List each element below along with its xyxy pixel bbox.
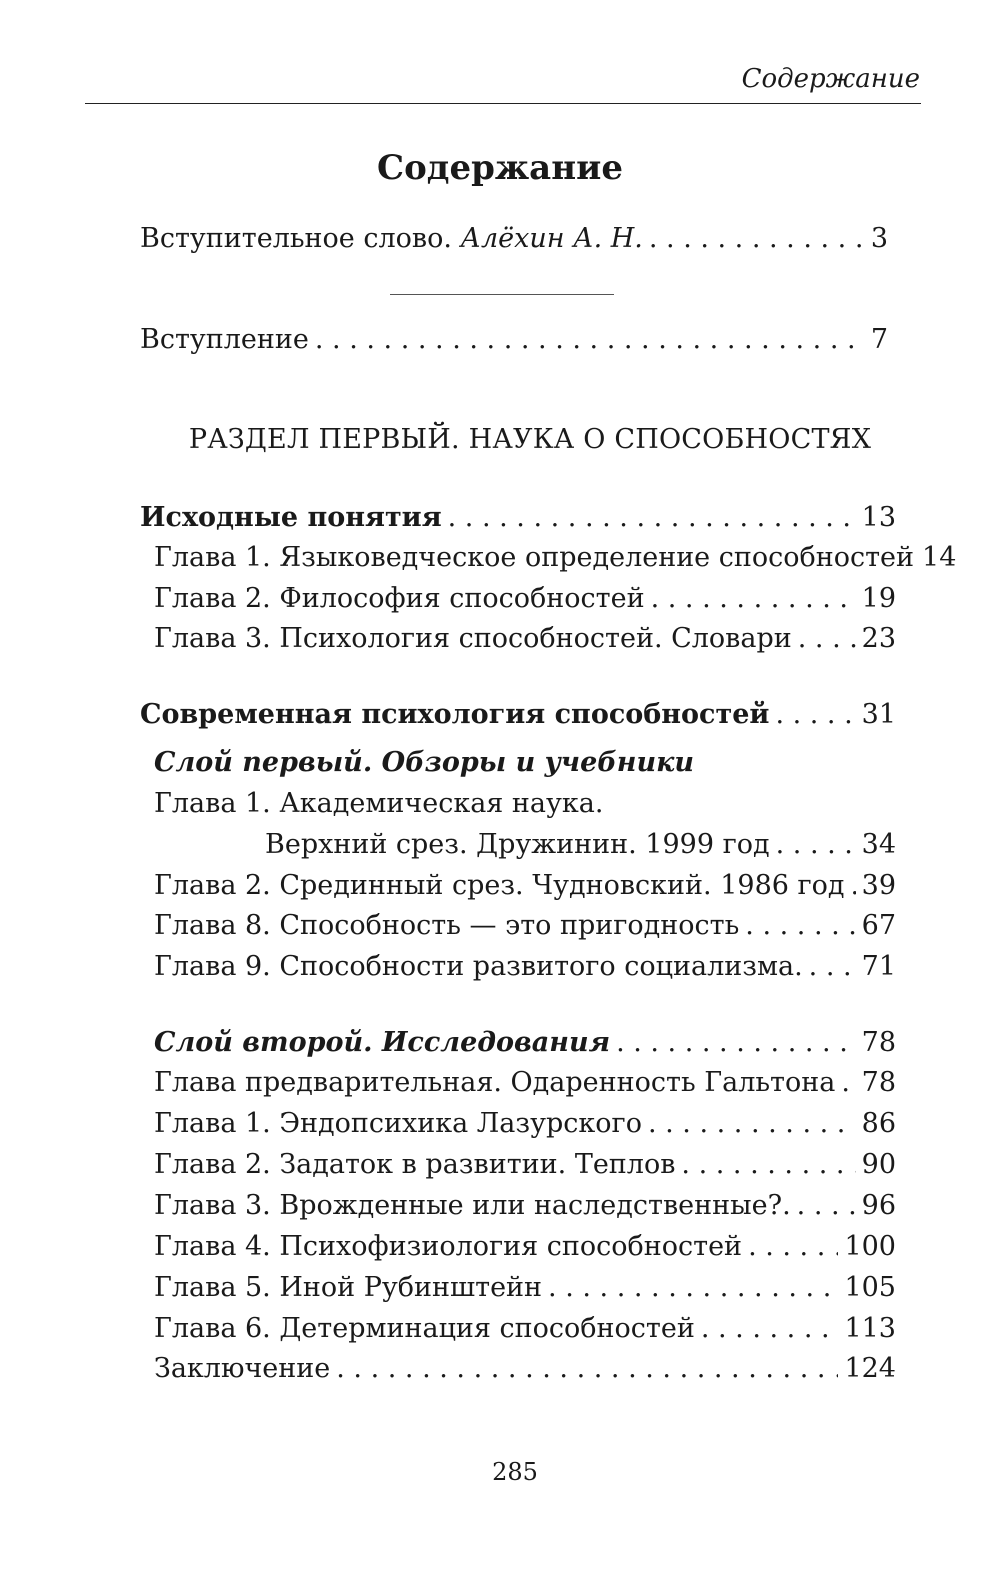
toc-page-number: 39 [861,870,896,901]
toc-page-number: 19 [861,583,896,614]
toc-page-number: 67 [861,910,896,941]
toc-chapter-entry[interactable] [154,1065,896,1101]
toc-part-basic-concepts[interactable] [140,500,896,536]
toc-entry-title: Глава 6. Детерминация способностей [154,1313,695,1344]
leader-dots [548,1270,838,1306]
toc-page-number: 100 [844,1231,896,1262]
leader-dots [775,697,855,733]
leader-dots [336,1351,838,1387]
toc-page-number: 3 [870,223,888,254]
leader-dots [649,221,865,257]
toc-entry-title: Глава 8. Способность — это пригодность [154,910,740,941]
toc-page-number: 23 [861,623,896,654]
toc-part-modern-psychology[interactable] [140,697,896,733]
toc-chapter-entry[interactable] [154,540,957,576]
leader-dots [748,1229,838,1265]
toc-chapter-entry[interactable] [154,1229,896,1265]
toc-page-number: 78 [861,1027,896,1058]
toc-page-number: 34 [861,829,896,860]
toc-entry-author: Алёхин А. Н. [460,223,643,254]
leader-dots [448,500,856,536]
leader-dots [651,581,856,617]
toc-page-number: 113 [844,1313,896,1344]
toc-chapter-entry[interactable] [154,1106,896,1142]
leader-dots [809,949,856,985]
page-title: Содержание [377,148,623,188]
toc-entry-title: Глава 4. Психофизиология способностей [154,1231,743,1262]
toc-entry-foreword[interactable] [140,221,888,257]
toc-entry-title: Глава 3. Врожденные или наследственные?. [154,1190,791,1221]
toc-page-number: 105 [844,1272,896,1303]
leader-dots [797,1188,856,1224]
toc-page-number: 14 [922,542,957,573]
toc-page-number: 90 [861,1149,896,1180]
leader-dots [745,908,855,944]
toc-chapter-entry[interactable] [154,1270,896,1306]
toc-entry-title: Глава предварительная. Одаренность Гальтона [154,1067,836,1098]
toc-chapter-entry[interactable] [154,1188,896,1224]
separator-rule [390,294,614,295]
leader-dots [648,1106,856,1142]
toc-chapter-entry[interactable] [154,868,896,904]
toc-entry-title: Заключение [154,1353,331,1384]
toc-layer-research[interactable] [154,1025,896,1061]
toc-entry-title: Глава 5. Иной Рубинштейн [154,1272,543,1303]
page-number: 285 [492,1458,538,1486]
toc-page-number: 96 [861,1190,896,1221]
leader-dots [681,1147,855,1183]
toc-page-number: 31 [861,699,896,730]
toc-conclusion[interactable] [154,1351,896,1387]
toc-page-number: 13 [861,502,896,533]
toc-entry-title: Глава 1. Языковедческое определение способностей [154,542,915,573]
toc-entry-introduction[interactable] [140,322,888,358]
toc-chapter-entry[interactable] [154,908,896,944]
toc-entry-title: Глава 2. Задаток в развитии. Теплов [154,1149,676,1180]
toc-layer-heading: Слой первый. Обзоры и учебники [154,747,694,778]
toc-entry-title: Глава 1. Эндопсихика Лазурского [154,1108,642,1139]
toc-chapter-entry[interactable] [154,1311,896,1347]
toc-entry-title: Вступление [140,324,309,355]
toc-chapter-line[interactable]: Глава 1. Академическая наука. [154,788,604,819]
toc-entry-title: Вступительное слово. Алёхин А. Н. [140,223,643,254]
toc-page-number: 86 [861,1108,896,1139]
toc-entry-title: Исходные понятия [140,502,442,533]
toc-chapter-entry[interactable] [154,581,896,617]
toc-chapter-entry[interactable] [154,621,896,657]
toc-page-number: 71 [861,951,896,982]
toc-page-number: 7 [870,324,888,355]
leader-dots [315,322,865,358]
leader-dots [701,1311,839,1347]
toc-entry-title: Современная психология способностей [140,699,770,730]
leader-dots [841,1065,855,1101]
running-head: Содержание [741,64,920,94]
toc-page-number: 124 [844,1353,896,1384]
toc-entry-title: Глава 9. Способности развитого социализма. [154,951,803,982]
toc-entry-title: Глава 2. Срединный срез. Чудновский. 1986 год [154,870,845,901]
toc-chapter-entry[interactable] [154,949,896,985]
leader-dots [776,827,856,863]
toc-entry-title: Верхний срез. Дружинин. 1999 год [265,829,770,860]
toc-chapter-entry[interactable] [265,827,896,863]
leader-dots [798,621,856,657]
toc-entry-title: Глава 2. Философия способностей [154,583,645,614]
leader-dots [851,868,856,904]
toc-entry-title: Глава 3. Психология способностей. Словари [154,623,792,654]
header-rule [85,103,921,104]
toc-entry-title: Слой второй. Исследования [154,1027,611,1058]
toc-page-number: 78 [861,1067,896,1098]
leader-dots [616,1025,856,1061]
toc-chapter-entry[interactable] [154,1147,896,1183]
section-heading: РАЗДЕЛ ПЕРВЫЙ. НАУКА О СПОСОБНОСТЯХ [188,424,872,455]
